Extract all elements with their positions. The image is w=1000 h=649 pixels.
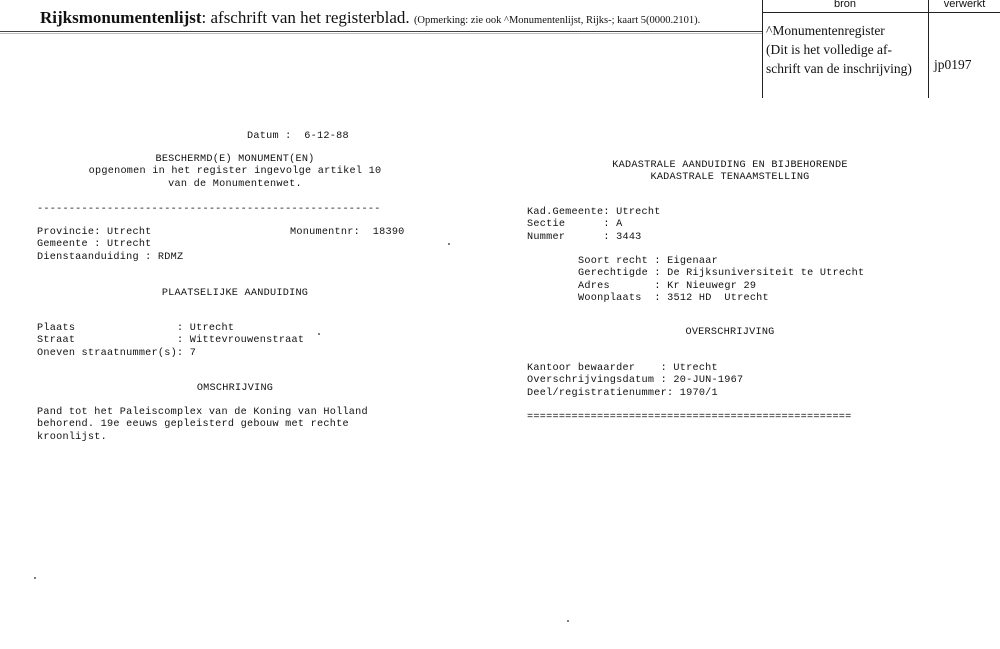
deel-line: Deel/registratienummer: 1970/1	[527, 387, 718, 399]
title-line: van de Monumentenwet.	[168, 178, 302, 190]
bron-line: ^Monumentenregister	[766, 23, 885, 38]
omschrijving-line: Pand tot het Paleiscomplex van de Koning van Holland	[37, 407, 368, 418]
kadaster-head-line: KADASTRALE AANDUIDING EN BIJBEHORENDE	[612, 160, 848, 171]
soort-recht-line: Soort recht : Eigenaar	[578, 256, 718, 267]
section-heading-kadastrale	[520, 160, 940, 185]
kadaster-block	[527, 207, 661, 244]
omschrijving-line: kroonlijst.	[37, 431, 107, 443]
section-heading-omschrijving: OMSCHRIJVING	[196, 383, 274, 394]
gerechtigde-line: Gerechtigde : De Rijksuniversiteit te Utrecht	[578, 268, 865, 280]
header-rule-secondary	[0, 33, 762, 34]
column-header-bron: bron	[833, 0, 857, 10]
provincie-line: Provincie: Utrecht	[37, 227, 152, 238]
omschrijving-line: behorend. 19e eeuws gepleisterd gebouw met rechte	[37, 419, 349, 431]
kad-gemeente-line: Kad.Gemeente: Utrecht	[527, 207, 661, 218]
verwerkt-value: jp0197	[934, 57, 972, 72]
woonplaats-line: Woonplaats : 3512 HD Utrecht	[578, 292, 769, 304]
header-title-bold: Rijksmonumentenlijst	[40, 8, 202, 27]
document-header-title	[40, 8, 700, 28]
bron-line: schrift van de inschrijving)	[766, 61, 912, 76]
monumentnr-line: Monumentnr: 18390	[290, 227, 405, 238]
header-note: (Opmerking: zie ook ^Monumentenlijst, Rijks-; kaart 5(0000.2101).	[413, 15, 701, 26]
monument-title-block	[35, 154, 435, 191]
scan-speck	[318, 333, 320, 335]
meta-header-rule	[762, 12, 1000, 13]
bron-line: (Dit is het volledige af-	[766, 42, 892, 57]
datum-line: Datum : 6-12-88	[247, 131, 349, 142]
sectie-line: Sectie : A	[527, 219, 623, 231]
header-rule	[0, 31, 762, 32]
meta-column-divider	[928, 0, 929, 98]
plaats-line: Plaats : Utrecht	[37, 323, 235, 334]
straat-line: Straat : Wittevrouwenstraat	[37, 335, 305, 347]
kadaster-head-line: KADASTRALE TENAAMSTELLING	[650, 172, 810, 184]
overschrijvingsdatum-line: Overschrijvingsdatum : 20-JUN-1967	[527, 375, 744, 387]
header-title-rest: : afschrift van het registerblad.	[201, 8, 410, 27]
title-line: BESCHERMD(E) MONUMENT(EN)	[155, 154, 315, 165]
eigenaar-block	[578, 256, 864, 305]
title-line: opgenomen in het register ingevolge artikel 10	[88, 166, 382, 178]
bron-text	[766, 21, 912, 78]
equals-rule: ===================================================	[527, 412, 852, 423]
section-heading-overschrijving: OVERSCHRIJVING	[685, 327, 775, 338]
scan-speck	[567, 620, 569, 622]
dienstaanduiding-line: Dienstaanduiding : RDMZ	[37, 251, 184, 263]
nummer-line: Nummer : 3443	[527, 231, 642, 243]
column-header-verwerkt: verwerkt	[943, 0, 986, 10]
location-block	[37, 227, 183, 264]
adres-line: Adres : Kr Nieuwegr 29	[578, 280, 757, 292]
section-heading-plaatselijke: PLAATSELIJKE AANDUIDING	[161, 288, 309, 299]
oneven-line: Oneven straatnummer(s): 7	[37, 347, 197, 359]
dash-rule: ------------------------------------------------------	[37, 204, 381, 215]
overschrijving-block	[527, 363, 743, 400]
scan-speck	[448, 243, 450, 245]
gemeente-line: Gemeente : Utrecht	[37, 239, 152, 251]
kantoor-line: Kantoor bewaarder : Utrecht	[527, 363, 718, 374]
omschrijving-text	[37, 407, 368, 444]
address-block	[37, 323, 304, 360]
scan-speck	[34, 577, 36, 579]
